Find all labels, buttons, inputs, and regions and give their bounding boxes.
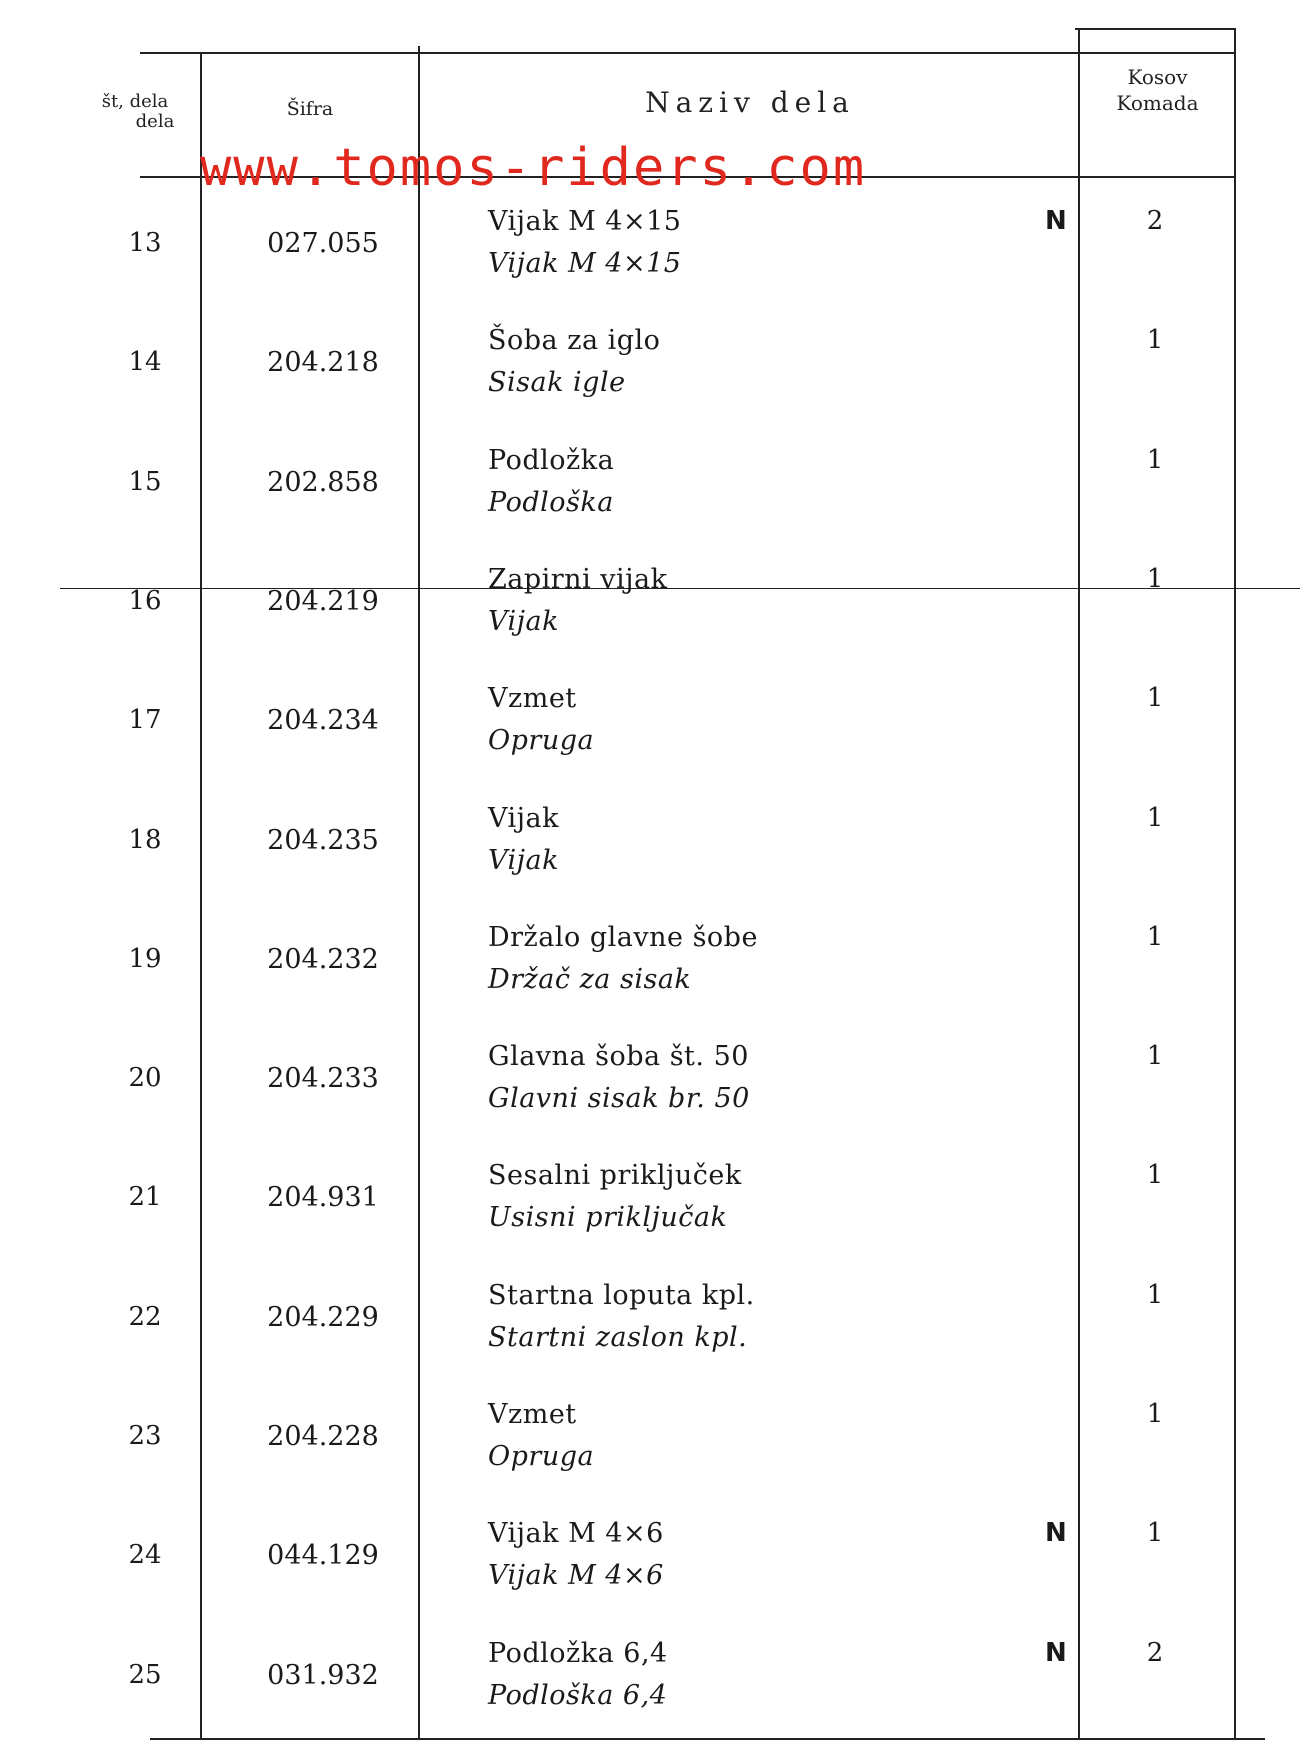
quantity: 1	[1146, 803, 1164, 833]
part-name-croatian: Vijak	[488, 845, 559, 876]
part-number: 16	[128, 586, 162, 616]
part-name-croatian: Vijak	[488, 606, 559, 637]
table-row	[0, 803, 1300, 913]
table-top-rule	[140, 52, 1235, 54]
standard-part-flag: N	[1045, 1638, 1067, 1668]
header-part-name: Naziv dela	[645, 86, 855, 119]
part-number: 21	[128, 1182, 162, 1212]
part-number: 17	[128, 705, 162, 735]
part-code: 204.228	[267, 1421, 379, 1452]
part-code: 204.229	[267, 1302, 379, 1333]
table-row	[0, 1399, 1300, 1509]
part-name-slovene: Glavna šoba št. 50	[488, 1041, 749, 1072]
table-row	[0, 1518, 1300, 1628]
part-number: 18	[128, 825, 162, 855]
watermark-url: www.tomos-riders.com	[200, 138, 867, 198]
quantity: 1	[1146, 1041, 1164, 1071]
part-name-croatian: Vijak M 4×15	[488, 248, 682, 279]
table-row	[0, 683, 1300, 793]
table-row	[0, 1638, 1300, 1748]
part-number: 19	[128, 944, 162, 974]
part-code: 044.129	[267, 1540, 379, 1571]
part-code: 204.931	[267, 1182, 379, 1213]
part-code: 204.233	[267, 1063, 379, 1094]
part-name-slovene: Startna loputa kpl.	[488, 1280, 755, 1311]
part-number: 14	[128, 347, 162, 377]
quantity: 1	[1146, 445, 1164, 475]
table-row	[0, 1041, 1300, 1151]
quantity: 2	[1146, 1638, 1164, 1668]
part-name-croatian: Držač za sisak	[488, 964, 692, 995]
table-row	[0, 1280, 1300, 1390]
part-code: 204.219	[267, 586, 379, 617]
part-number: 23	[128, 1421, 162, 1451]
part-name-croatian: Vijak M 4×6	[488, 1560, 664, 1591]
part-name-slovene: Držalo glavne šobe	[488, 922, 758, 953]
quantity: 1	[1146, 325, 1164, 355]
table-row	[0, 564, 1300, 674]
part-number: 24	[128, 1540, 162, 1570]
part-name-slovene: Šoba za iglo	[488, 325, 661, 356]
part-number: 22	[128, 1302, 162, 1332]
quantity: 1	[1146, 1518, 1164, 1548]
header-part-number	[80, 92, 190, 132]
part-name-croatian: Opruga	[488, 1441, 595, 1472]
quantity: 1	[1146, 1399, 1164, 1429]
header-part-number-line1: št, dela	[101, 91, 169, 112]
part-code: 204.232	[267, 944, 379, 975]
part-code: 204.235	[267, 825, 379, 856]
part-code: 202.858	[267, 467, 379, 498]
part-number: 25	[128, 1660, 162, 1690]
header-quantity-line2: Komada	[1116, 91, 1199, 115]
header-code: Šifra	[286, 98, 334, 120]
part-name-croatian: Sisak igle	[488, 367, 626, 398]
part-name-croatian: Glavni sisak br. 50	[488, 1083, 750, 1114]
part-number: 20	[128, 1063, 162, 1093]
part-number: 13	[128, 228, 162, 258]
table-row	[0, 445, 1300, 555]
part-code: 031.932	[267, 1660, 379, 1691]
part-name-croatian: Usisni priključak	[488, 1202, 728, 1233]
table-top-rule-right	[1075, 28, 1235, 30]
part-name-croatian: Startni zaslon kpl.	[488, 1322, 748, 1353]
table-row	[0, 206, 1300, 316]
part-name-croatian: Podloška	[488, 487, 614, 518]
table-row	[0, 922, 1300, 1032]
part-name-croatian: Opruga	[488, 725, 595, 756]
part-name-slovene: Vzmet	[488, 1399, 577, 1430]
table-row	[0, 325, 1300, 435]
quantity: 1	[1146, 922, 1164, 952]
part-name-slovene: Vijak	[488, 803, 559, 834]
part-name-slovene: Vijak M 4×6	[488, 1518, 664, 1549]
part-name-slovene: Zapirni vijak	[488, 564, 668, 595]
part-name-slovene: Vzmet	[488, 683, 577, 714]
quantity: 1	[1146, 564, 1164, 594]
header-quantity	[1085, 64, 1230, 116]
header-part-number-line2: dela	[135, 111, 175, 132]
standard-part-flag: N	[1045, 206, 1067, 236]
quantity: 1	[1146, 1160, 1164, 1190]
part-name-slovene: Podložka	[488, 445, 615, 476]
part-code: 027.055	[267, 228, 379, 259]
header-quantity-line1: Kosov	[1127, 65, 1188, 89]
part-name-slovene: Podložka 6,4	[488, 1638, 668, 1669]
part-name-croatian: Podloška 6,4	[488, 1680, 668, 1711]
part-number: 15	[128, 467, 162, 497]
quantity: 1	[1146, 683, 1164, 713]
quantity: 1	[1146, 1280, 1164, 1310]
part-code: 204.218	[267, 347, 379, 378]
standard-part-flag: N	[1045, 1518, 1067, 1548]
table-row	[0, 1160, 1300, 1270]
part-name-slovene: Sesalni priključek	[488, 1160, 742, 1191]
part-name-slovene: Vijak M 4×15	[488, 206, 682, 237]
quantity: 2	[1146, 206, 1164, 236]
part-code: 204.234	[267, 705, 379, 736]
